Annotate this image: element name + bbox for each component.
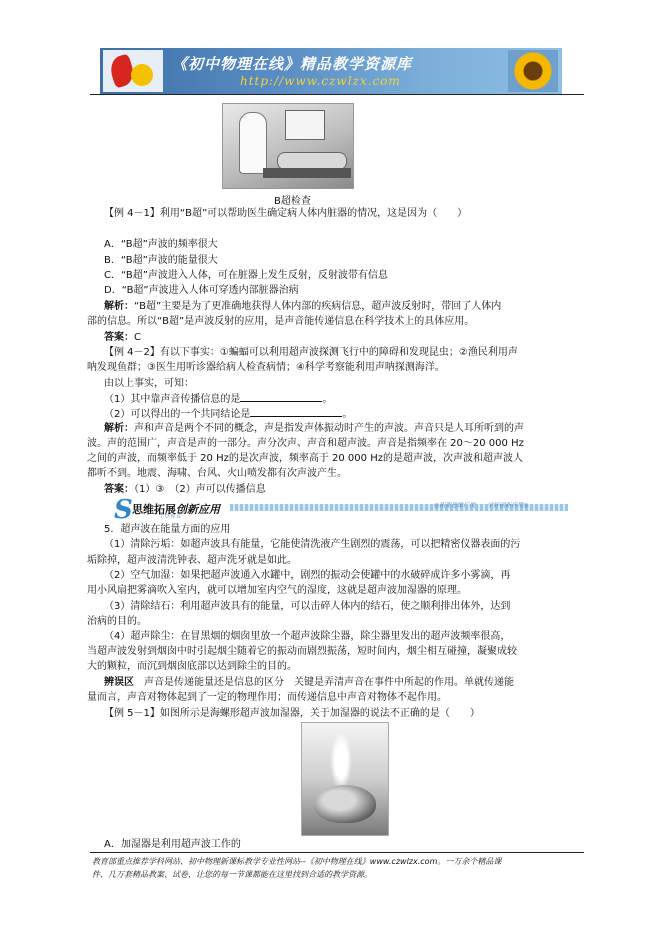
section-subtitle: 创新应用 <box>176 503 220 516</box>
ex51-option-a: A．加湿器是利用超声波工作的 <box>104 839 241 850</box>
site-logo <box>103 50 163 92</box>
answer-blank <box>250 407 342 417</box>
analysis-label: 解析： <box>104 301 134 312</box>
ex41-option-d: D．“B超”声波进入人体可穿透内部脏器治病 <box>104 285 299 296</box>
misconception-1: 辨误区 声音是传递能量还是信息的区分 关键是弄清声音在事件中所起的作用。单就传递能 <box>104 677 514 688</box>
analysis-label: 解析： <box>104 423 134 434</box>
ex42-answer: 答案：（1）③ （2）声可以传播信息 <box>104 484 266 495</box>
section-english: TONG <box>160 514 183 520</box>
ultrasound-p4-1: （4）超声除尘：在冒黑烟的烟囱里放一个超声波除尘器，除尘器里发出的超声波频率很高， <box>104 631 511 642</box>
header-rule <box>90 94 584 95</box>
ultrasound-p3-1: （3）清除结石：利用超声波具有的能量，可以击碎人体内的结石，使之顺利排出体外，达到 <box>104 601 511 612</box>
footer-rule <box>90 852 584 853</box>
ex42-analysis-4: 都听不到。地震、海啸、台风、火山喷发都有次声波产生。 <box>87 468 347 479</box>
ex41-question: 【例 4－1】利用“B超”可以帮助医生确定病人体内脏器的情况，这是因为（ ） <box>104 208 468 219</box>
banner-title: 《初中物理在线》精品教学资源库 <box>172 55 413 73</box>
footer-line-1: 教育部重点推荐学科网站、初中物理新课标教学专业性网站--《初中物理在线》www.czwlzx.com。一万余个精品课 <box>92 857 502 866</box>
section-slogan: ◎拓宽思维广度 学好创新应用◎ <box>434 502 529 509</box>
section-title: 思维拓展 <box>132 503 176 516</box>
ex41-option-c: C．“B超”声波进入人体，可在脏器上发生反射，反射波带有信息 <box>104 270 388 281</box>
ex41-option-b: B．“B超”声波的能量很大 <box>104 255 218 266</box>
ultrasound-heading: 5．超声波在能量方面的应用 <box>104 524 231 535</box>
misconception-label: 辨误区 <box>104 677 134 688</box>
ex42-question-1: 【例 4－2】有以下事实：①蝙蝠可以利用超声波探测飞行中的障碍和发现昆虫；②渔民利用声 <box>104 347 518 358</box>
footer-line-2: 件、几万套精品教案、试卷，让您的每一节课都能在这里找到合适的教学资源。 <box>92 870 372 879</box>
section-header <box>98 495 570 525</box>
answer-label: 答案： <box>104 332 134 343</box>
ultrasound-p4-2: 当超声波发射到烟囱中时引起烟尘随着它的振动而剧烈振荡，短时间内，烟尘相互碰撞，凝聚成较 <box>87 646 517 657</box>
sunflower-image <box>508 50 558 92</box>
ex42-analysis-3: 之间的声波，而频率低于 20 Hz的是次声波，频率高于 20 000 Hz的是超声波，次声波和超声波人 <box>87 453 523 464</box>
ultrasound-p3-2: 治病的目的。 <box>87 616 147 627</box>
ex42-question-2: 呐发现鱼群；③医生用听诊器给病人检查病情；④科学考察能利用声呐探测海洋。 <box>87 362 445 373</box>
conch-humidifier-photo <box>301 722 389 836</box>
banner-url: http://www.czwlzx.com <box>240 74 401 88</box>
section-s-logo: S <box>114 495 133 525</box>
ex51-question: 【例 5－1】如图所示是海螺形超声波加湿器，关于加湿器的说法不正确的是（ ） <box>104 708 480 719</box>
figure-caption: B超检查 <box>274 196 311 207</box>
ultrasound-p1-1: （1）清除污垢：如超声波具有能量，它能使清洗液产生剧烈的震荡，可以把精密仪器表面的污 <box>104 539 521 550</box>
answer-blank <box>240 392 322 402</box>
ex41-answer: 答案：C <box>104 332 141 343</box>
ex42-q2: （2）可以得出的一个共同结论是 。 <box>104 409 353 420</box>
ex41-analysis-1: 解析：“B超”主要是为了更准确地获得人体内部的疾病信息，超声波反射时，带回了人体内 <box>104 301 502 312</box>
ex42-lead: 由以上事实，可知： <box>104 378 194 389</box>
ultrasound-p1-2: 垢除掉，超声波清洗钟表、超声洗牙就是如此。 <box>87 555 297 566</box>
ex42-analysis-1: 解析：声和声音是两个不同的概念，声是指发声体振动时产生的声波。声音只是人耳所听到的声 <box>104 423 524 434</box>
ultrasound-p4-3: 大的颗粒，而沉到烟囱底部以达到除尘的目的。 <box>87 661 297 672</box>
ex41-option-a: A．“B超”声波的频率很大 <box>104 239 218 250</box>
ex42-q1: （1）其中靠声音传播信息的是 。 <box>104 394 333 405</box>
answer-label: 答案： <box>104 484 134 495</box>
header-banner <box>100 48 562 94</box>
ultrasound-p2-1: （2）空气加湿：如果把超声波通入水罐中，剧烈的振动会使罐中的水破碎成许多小雾滴，再 <box>104 570 511 581</box>
ex41-analysis-2: 部的信息。所以“B超”是声波反射的应用，是声音能传递信息在科学技术上的具体应用。 <box>87 316 475 327</box>
misconception-2: 量而言，声音对物体起到了一定的物理作用；而传递信息中声音对物体不起作用。 <box>87 692 447 703</box>
b-ultrasound-photo <box>222 103 354 189</box>
ultrasound-p2-2: 用小风扇把雾滴吹入室内，就可以增加室内空气的湿度，这就是超声波加湿器的原理。 <box>87 585 467 596</box>
ex42-analysis-2: 波。声的范围广，声音是声的一部分。声分次声、声音和超声波。声音是指频率在 20～20 000 Hz <box>87 438 524 449</box>
